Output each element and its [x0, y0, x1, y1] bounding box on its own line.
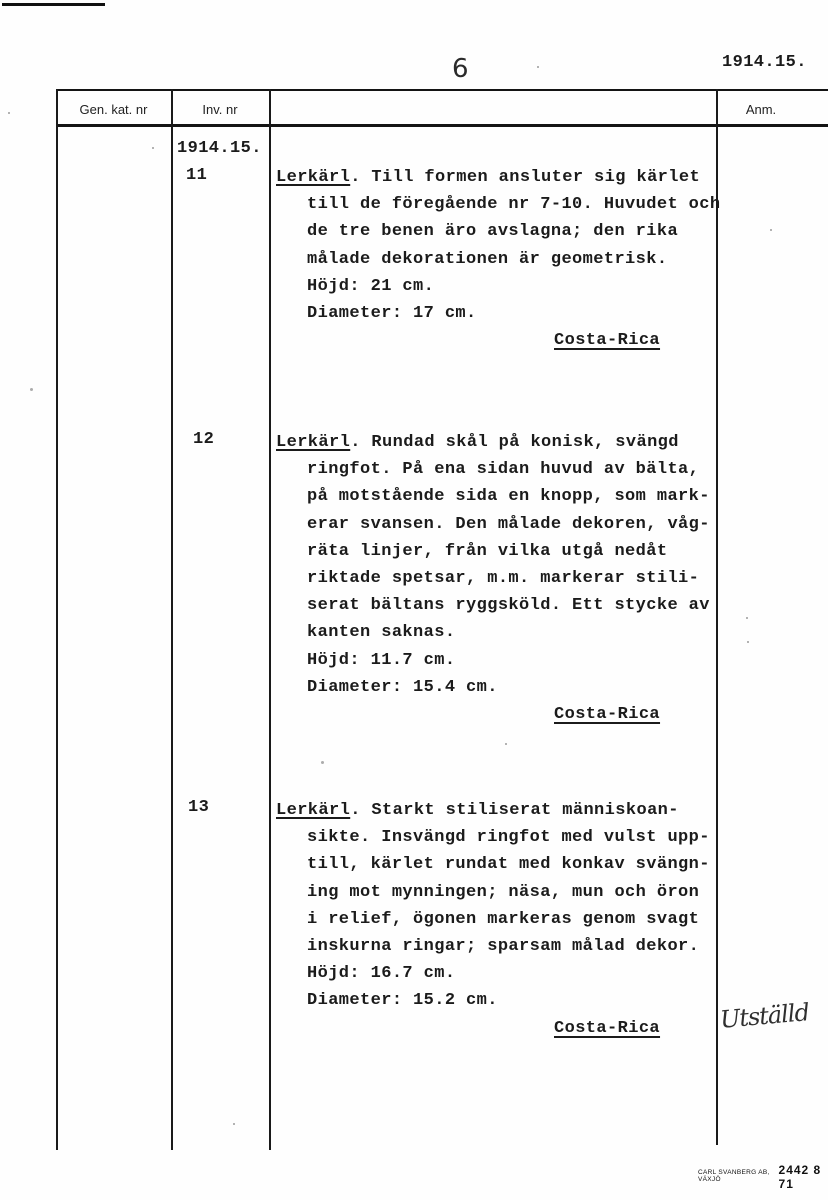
scan-speck [8, 112, 10, 114]
entry-first-line [276, 797, 726, 824]
scan-speck [321, 761, 324, 764]
scan-speck [30, 388, 33, 391]
page-number: 6 [452, 54, 469, 84]
scan-speck [770, 229, 772, 231]
inventory-year: 1914.15. [177, 139, 262, 158]
entry-line: de tre benen äro avslagna; den rika [307, 222, 679, 242]
entry-line: räta linjer, från vilka utgå nedåt [307, 541, 668, 561]
scan-speck [746, 617, 748, 619]
origin-label: Costa-Rica [554, 331, 661, 351]
entry-first-line [276, 164, 726, 191]
entry-line: till de föregående nr 7-10. Huvudet och [307, 195, 721, 215]
entry-first-line-rest: . Starkt stiliserat människoan- [350, 801, 679, 820]
printer-form-number: 2442 8 71 [778, 1163, 822, 1191]
scan-speck [747, 641, 749, 643]
inv-nr-entry-13: 13 [188, 798, 210, 817]
entry-line: inskurna ringar; sparsam målad dekor. [307, 937, 700, 957]
table-left-border [56, 89, 58, 1150]
year-reference-header: 1914.15. [722, 53, 807, 72]
column-divider-inv-description [269, 89, 271, 1150]
origin-label: Costa-Rica [554, 705, 661, 725]
entry-line: ing mot mynningen; näsa, mun och öron [307, 882, 700, 902]
entry-first-line [276, 429, 726, 456]
scan-artifact-line [2, 3, 105, 6]
entry-diameter-line: Diameter: 15.2 cm. [307, 991, 498, 1011]
printer-name: CARL SVANBERG AB, VÄXJÖ [698, 1169, 770, 1183]
column-header-inv-nr: Inv. nr [202, 102, 238, 117]
entry-first-line-rest: . Rundad skål på konisk, svängd [350, 433, 679, 452]
column-header-gen-kat-nr: Gen. kat. nr [79, 102, 148, 117]
inv-nr-entry-12: 12 [193, 430, 215, 449]
entry-height-line: Höjd: 21 cm. [307, 276, 435, 296]
column-header-anm: Anm. [745, 102, 777, 117]
entry-diameter-line: Diameter: 15.4 cm. [307, 677, 498, 697]
entry-origin-line [276, 701, 726, 728]
catalog-entry-13 [276, 797, 726, 1042]
entry-term: Lerkärl [276, 433, 351, 452]
entry-line: erar svansen. Den målade dekoren, våg- [307, 514, 710, 534]
entry-origin-line [276, 1015, 726, 1042]
printer-mark [698, 1163, 828, 1191]
handwritten-anm-utstalld: Utställd [718, 998, 810, 1034]
scan-speck [152, 147, 154, 149]
scan-speck [505, 743, 507, 745]
entry-line: på motstående sida en knopp, som mark- [307, 487, 710, 507]
entry-diameter-line: Diameter: 17 cm. [307, 304, 477, 324]
scan-speck [233, 1123, 235, 1125]
entry-height-line: Höjd: 16.7 cm. [307, 964, 456, 984]
entry-line: ringfot. På ena sidan huvud av bälta, [307, 460, 700, 480]
entry-line: kanten saknas. [307, 623, 456, 643]
entry-height-line: Höjd: 11.7 cm. [307, 650, 456, 670]
entry-first-line-rest: . Till formen ansluter sig kärlet [350, 168, 701, 187]
catalog-entry-11 [276, 164, 726, 354]
entry-line: målade dekorationen är geometrisk. [307, 249, 668, 269]
column-divider-genkat-inv [171, 89, 173, 1150]
entry-line: i relief, ögonen markeras genom svagt [307, 909, 700, 929]
inv-nr-entry-11: 11 [186, 166, 208, 185]
scan-speck [537, 66, 539, 68]
entry-term: Lerkärl [276, 168, 351, 187]
entry-origin-line [276, 327, 726, 354]
entry-line: till, kärlet rundat med konkav svängn- [307, 855, 710, 875]
entry-line: serat bältans ryggsköld. Ett stycke av [307, 596, 710, 616]
entry-line: riktade spetsar, m.m. markerar stili- [307, 569, 700, 589]
entry-term: Lerkärl [276, 801, 351, 820]
catalog-entry-12 [276, 429, 726, 728]
origin-label: Costa-Rica [554, 1018, 661, 1038]
entry-line: sikte. Insvängd ringfot med vulst upp- [307, 828, 710, 848]
